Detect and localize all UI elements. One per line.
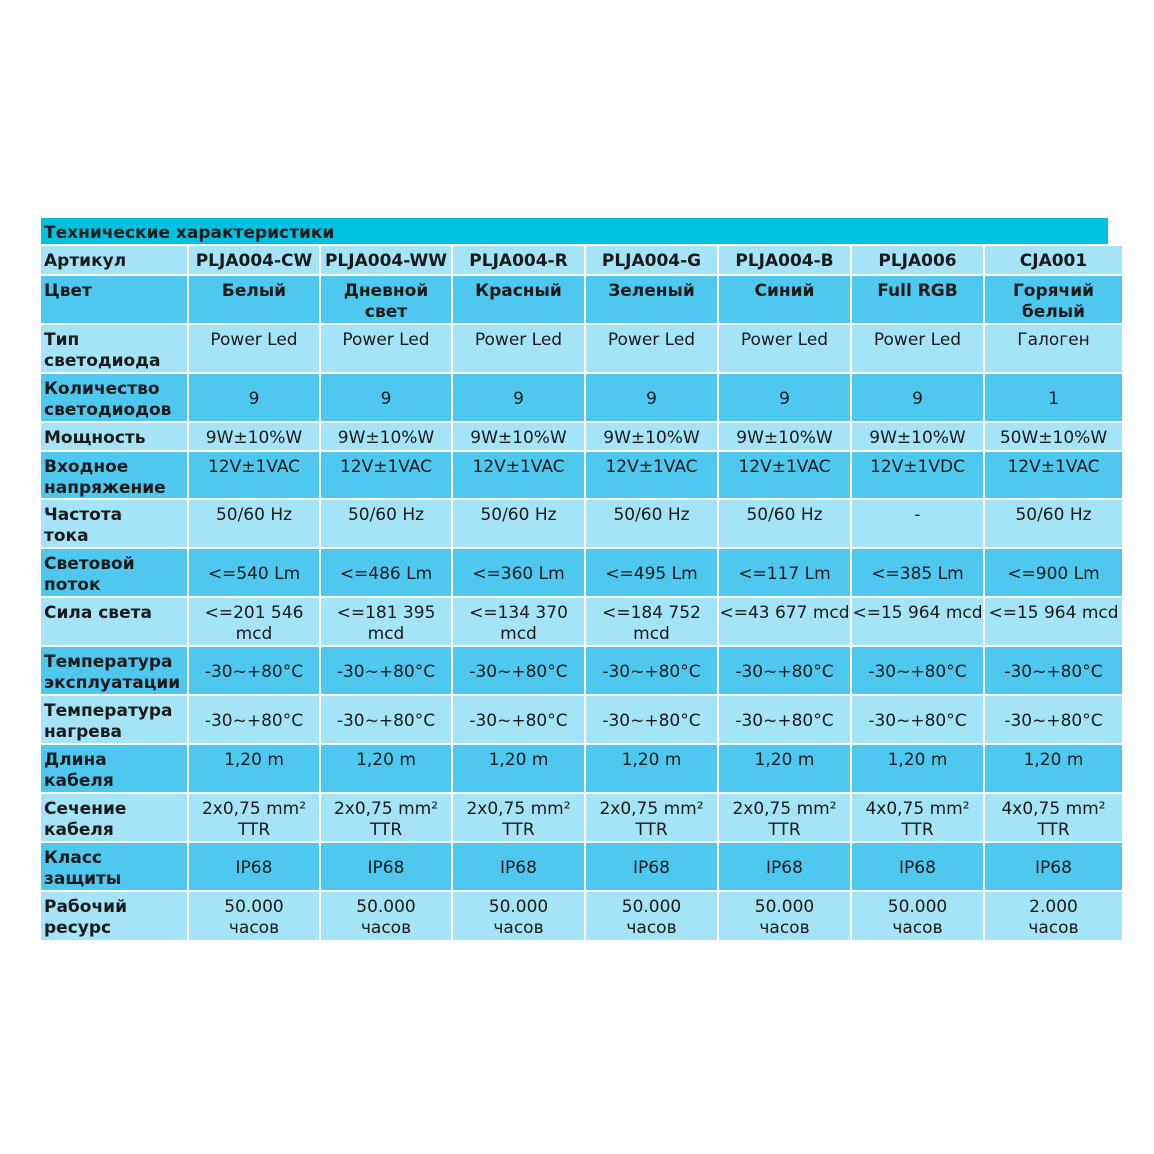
row-label: Цвет	[41, 276, 187, 323]
row-protection-class	[41, 841, 1108, 890]
row-label: Входное напряжение	[41, 452, 187, 498]
cable-section-cell: 2x0,75 mm² TTR	[719, 794, 850, 841]
protection-class-cell: IP68	[586, 843, 717, 890]
service-life-cell: 50.000 часов	[719, 892, 850, 940]
operating-temp-cell: -30~+80°C	[719, 647, 850, 694]
luminous-intensity-cell: <=43 677 mcd	[719, 598, 850, 645]
luminous-intensity-cell: <=134 370 mcd	[453, 598, 584, 645]
power-cell: 9W±10%W	[852, 423, 983, 450]
service-life-cell: 50.000 часов	[852, 892, 983, 940]
cable-section-cell: 4x0,75 mm² TTR	[852, 794, 983, 841]
luminous-intensity-cell: <=184 752 mcd	[586, 598, 717, 645]
row-heating-temp	[41, 694, 1108, 743]
row-led-count	[41, 372, 1108, 421]
service-life-cell: 50.000 часов	[321, 892, 451, 940]
input-voltage-cell: 12V±1VAC	[719, 452, 850, 498]
operating-temp-cell: -30~+80°C	[189, 647, 319, 694]
protection-class-cell: IP68	[852, 843, 983, 890]
luminous-flux-cell: <=385 Lm	[852, 549, 983, 596]
row-service-life	[41, 890, 1108, 940]
cable-length-cell: 1,20 m	[985, 745, 1122, 792]
color-cell: Красный	[453, 276, 584, 323]
luminous-flux-cell: <=486 Lm	[321, 549, 451, 596]
cable-section-cell: 4x0,75 mm² TTR	[985, 794, 1122, 841]
operating-temp-cell: -30~+80°C	[852, 647, 983, 694]
power-cell: 9W±10%W	[719, 423, 850, 450]
row-input-voltage	[41, 450, 1108, 498]
power-cell: 9W±10%W	[321, 423, 451, 450]
cable-length-cell: 1,20 m	[189, 745, 319, 792]
row-label: Сечение кабеля	[41, 794, 187, 841]
luminous-flux-cell: <=495 Lm	[586, 549, 717, 596]
led-type-cell: Power Led	[586, 325, 717, 372]
color-cell: Зеленый	[586, 276, 717, 323]
cable-section-cell: 2x0,75 mm² TTR	[321, 794, 451, 841]
luminous-flux-cell: <=117 Lm	[719, 549, 850, 596]
color-cell: Дневной свет	[321, 276, 451, 323]
row-label: Количество светодиодов	[41, 374, 187, 421]
row-cable-length	[41, 743, 1108, 792]
cable-length-cell: 1,20 m	[852, 745, 983, 792]
service-life-cell: 50.000 часов	[453, 892, 584, 940]
row-frequency	[41, 498, 1108, 547]
row-luminous-flux	[41, 547, 1108, 596]
row-label: Артикул	[41, 246, 187, 274]
power-cell: 9W±10%W	[453, 423, 584, 450]
row-label: Температура нагрева	[41, 696, 187, 743]
luminous-intensity-cell: <=201 546 mcd	[189, 598, 319, 645]
led-type-cell: Power Led	[719, 325, 850, 372]
row-label: Световой поток	[41, 549, 187, 596]
frequency-cell: -	[852, 500, 983, 547]
luminous-flux-cell: <=900 Lm	[985, 549, 1122, 596]
row-label: Рабочий ресурс	[41, 892, 187, 940]
protection-class-cell: IP68	[453, 843, 584, 890]
heating-temp-cell: -30~+80°C	[985, 696, 1122, 743]
cable-length-cell: 1,20 m	[321, 745, 451, 792]
luminous-flux-cell: <=540 Lm	[189, 549, 319, 596]
cable-length-cell: 1,20 m	[719, 745, 850, 792]
heating-temp-cell: -30~+80°C	[321, 696, 451, 743]
luminous-intensity-cell: <=15 964 mcd	[852, 598, 983, 645]
input-voltage-cell: 12V±1VAC	[985, 452, 1122, 498]
color-cell: Full RGB	[852, 276, 983, 323]
heating-temp-cell: -30~+80°C	[719, 696, 850, 743]
frequency-cell: 50/60 Hz	[719, 500, 850, 547]
cable-length-cell: 1,20 m	[453, 745, 584, 792]
service-life-cell: 2.000 часов	[985, 892, 1122, 940]
input-voltage-cell: 12V±1VAC	[453, 452, 584, 498]
heating-temp-cell: -30~+80°C	[189, 696, 319, 743]
heating-temp-cell: -30~+80°C	[852, 696, 983, 743]
service-life-cell: 50.000 часов	[586, 892, 717, 940]
row-led-type	[41, 323, 1108, 372]
led-count-cell: 9	[453, 374, 584, 421]
row-operating-temp	[41, 645, 1108, 694]
led-count-cell: 9	[586, 374, 717, 421]
frequency-cell: 50/60 Hz	[586, 500, 717, 547]
row-power	[41, 421, 1108, 450]
protection-class-cell: IP68	[189, 843, 319, 890]
article-cell: PLJA006	[852, 246, 983, 274]
operating-temp-cell: -30~+80°C	[985, 647, 1122, 694]
color-cell: Белый	[189, 276, 319, 323]
operating-temp-cell: -30~+80°C	[321, 647, 451, 694]
luminous-intensity-cell: <=181 395 mcd	[321, 598, 451, 645]
protection-class-cell: IP68	[321, 843, 451, 890]
row-label: Частота тока	[41, 500, 187, 547]
heating-temp-cell: -30~+80°C	[453, 696, 584, 743]
cable-section-cell: 2x0,75 mm² TTR	[189, 794, 319, 841]
color-cell: Синий	[719, 276, 850, 323]
led-count-cell: 9	[189, 374, 319, 421]
led-type-cell: Power Led	[321, 325, 451, 372]
led-type-cell: Галоген	[985, 325, 1122, 372]
color-cell: Горячий белый	[985, 276, 1122, 323]
row-label: Мощность	[41, 423, 187, 450]
cable-length-cell: 1,20 m	[586, 745, 717, 792]
article-cell: PLJA004-G	[586, 246, 717, 274]
row-color	[41, 274, 1108, 323]
input-voltage-cell: 12V±1VAC	[586, 452, 717, 498]
heating-temp-cell: -30~+80°C	[586, 696, 717, 743]
luminous-intensity-cell: <=15 964 mcd	[985, 598, 1122, 645]
article-cell: PLJA004-R	[453, 246, 584, 274]
spec-table	[41, 218, 1119, 940]
article-cell: PLJA004-CW	[189, 246, 319, 274]
led-count-cell: 9	[321, 374, 451, 421]
frequency-cell: 50/60 Hz	[321, 500, 451, 547]
cable-section-cell: 2x0,75 mm² TTR	[586, 794, 717, 841]
row-label: Сила света	[41, 598, 187, 645]
row-label: Класс защиты	[41, 843, 187, 890]
led-count-cell: 9	[852, 374, 983, 421]
power-cell: 9W±10%W	[586, 423, 717, 450]
article-cell: PLJA004-B	[719, 246, 850, 274]
service-life-cell: 50.000 часов	[189, 892, 319, 940]
input-voltage-cell: 12V±1VAC	[189, 452, 319, 498]
protection-class-cell: IP68	[985, 843, 1122, 890]
led-type-cell: Power Led	[189, 325, 319, 372]
frequency-cell: 50/60 Hz	[985, 500, 1122, 547]
led-type-cell: Power Led	[453, 325, 584, 372]
led-count-cell: 1	[985, 374, 1122, 421]
row-label: Длина кабеля	[41, 745, 187, 792]
led-type-cell: Power Led	[852, 325, 983, 372]
row-article	[41, 244, 1108, 274]
led-count-cell: 9	[719, 374, 850, 421]
row-label: Температура эксплуатации	[41, 647, 187, 694]
frequency-cell: 50/60 Hz	[453, 500, 584, 547]
luminous-flux-cell: <=360 Lm	[453, 549, 584, 596]
input-voltage-cell: 12V±1VDC	[852, 452, 983, 498]
operating-temp-cell: -30~+80°C	[586, 647, 717, 694]
power-cell: 9W±10%W	[189, 423, 319, 450]
article-cell: PLJA004-WW	[321, 246, 451, 274]
row-cable-section	[41, 792, 1108, 841]
operating-temp-cell: -30~+80°C	[453, 647, 584, 694]
power-cell: 50W±10%W	[985, 423, 1122, 450]
input-voltage-cell: 12V±1VAC	[321, 452, 451, 498]
frequency-cell: 50/60 Hz	[189, 500, 319, 547]
row-label: Тип светодиода	[41, 325, 187, 372]
article-cell: CJA001	[985, 246, 1122, 274]
cable-section-cell: 2x0,75 mm² TTR	[453, 794, 584, 841]
row-luminous-intensity	[41, 596, 1119, 645]
protection-class-cell: IP68	[719, 843, 850, 890]
table-title: Технические характеристики	[41, 218, 1108, 244]
